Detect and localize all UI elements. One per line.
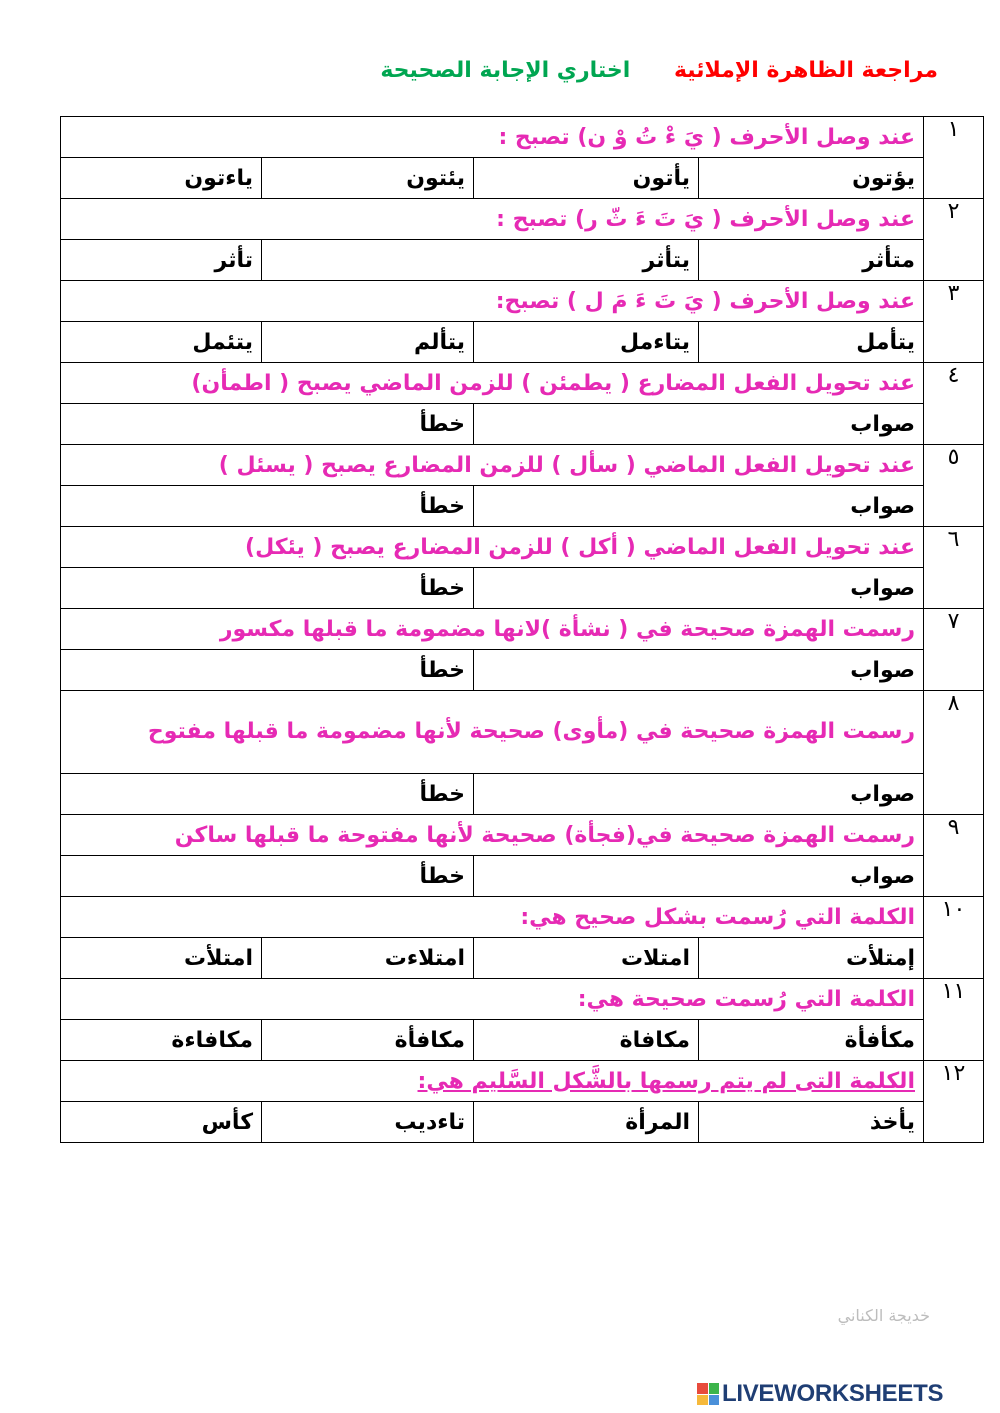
question-row [61, 609, 984, 650]
question-number: ٩ [924, 815, 984, 897]
question-row [61, 445, 984, 486]
answer-option[interactable]: تأثر [61, 240, 262, 281]
question-text [61, 1061, 924, 1102]
question-text: عند وصل الأحرف ( يَ ءْ تُ وْ ن) تصبح : [61, 117, 924, 158]
question-number: ٨ [924, 691, 984, 815]
options-row [61, 774, 984, 815]
answer-option[interactable]: كأس [61, 1102, 262, 1143]
answer-true[interactable]: صواب [474, 650, 924, 691]
question-number: ٣ [924, 281, 984, 363]
answer-option[interactable]: يتألم [262, 322, 474, 363]
answer-option[interactable]: امتلات [474, 938, 699, 979]
answer-option[interactable]: مكافأة [262, 1020, 474, 1061]
answer-true[interactable]: صواب [474, 774, 924, 815]
answer-option[interactable]: مكأفأة [699, 1020, 924, 1061]
worksheet-title: مراجعة الظاهرة الإملائية [673, 58, 938, 83]
question-number: ١٠ [924, 897, 984, 979]
question-number: ٦ [924, 527, 984, 609]
question-number: ٥ [924, 445, 984, 527]
question-text: الكلمة التي رُسمت بشكل صحيح هي: [61, 897, 924, 938]
logo-square [709, 1383, 720, 1394]
answer-false[interactable]: خطأ [61, 404, 474, 445]
question-row [61, 527, 984, 568]
question-number: ٧ [924, 609, 984, 691]
answer-true[interactable]: صواب [474, 404, 924, 445]
answer-option[interactable]: يأخذ [699, 1102, 924, 1143]
options-row [61, 486, 984, 527]
question-row [61, 979, 984, 1020]
question-text: الكلمة التي رُسمت صحيحة هي: [61, 979, 924, 1020]
answer-option[interactable]: يئتون [262, 158, 474, 199]
question-text: عند تحويل الفعل المضارع ( يطمئن ) للزمن الماضي يصبح ( اطمأن) [61, 363, 924, 404]
answer-option[interactable]: تاءديب [262, 1102, 474, 1143]
question-text: عند وصل الأحرف ( يَ تَ ءَ ثّ ر) تصبح : [61, 199, 924, 240]
options-row [61, 650, 984, 691]
answer-false[interactable]: خطأ [61, 774, 474, 815]
header [380, 58, 938, 83]
answer-false[interactable]: خطأ [61, 650, 474, 691]
question-number: ٢ [924, 199, 984, 281]
question-text: رسمت الهمزة صحيحة في ( نشأة )لانها مضمومة ما قبلها مكسور [61, 609, 924, 650]
question-row [61, 691, 984, 774]
answer-option[interactable]: إمتلأت [699, 938, 924, 979]
answer-option[interactable]: متأثر [699, 240, 924, 281]
answer-true[interactable]: صواب [474, 568, 924, 609]
liveworksheets-logo[interactable] [697, 1380, 943, 1408]
worksheet-instruction: اختاري الإجابة الصحيحة [380, 58, 631, 83]
answer-false[interactable]: خطأ [61, 486, 474, 527]
options-row [61, 1102, 984, 1143]
question-text: رسمت الهمزة صحيحة في(فجأة) صحيحة لأنها مفتوحة ما قبلها ساكن [61, 815, 924, 856]
answer-option[interactable]: مكافاة [474, 1020, 699, 1061]
answer-option[interactable]: يتئمل [61, 322, 262, 363]
question-row [61, 363, 984, 404]
answer-option[interactable]: يؤتون [699, 158, 924, 199]
question-row [61, 815, 984, 856]
question-row [61, 199, 984, 240]
answer-option[interactable]: مكافاءة [61, 1020, 262, 1061]
answer-option[interactable]: يتأمل [699, 322, 924, 363]
answer-option[interactable]: امتلأت [61, 938, 262, 979]
answer-option[interactable]: امتلاءت [262, 938, 474, 979]
question-text: عند تحويل الفعل الماضي ( سأل ) للزمن المضارع يصبح ( يسئل ) [61, 445, 924, 486]
options-row [61, 322, 984, 363]
question-text: عند وصل الأحرف ( يَ تَ ءَ مَ ل ) تصبح: [61, 281, 924, 322]
answer-option[interactable]: يأتون [474, 158, 699, 199]
question-number: ١ [924, 117, 984, 199]
answer-option[interactable]: يتاءمل [474, 322, 699, 363]
question-text: عند تحويل الفعل الماضي ( أكل ) للزمن المضارع يصبح ( يئكل) [61, 527, 924, 568]
options-row [61, 404, 984, 445]
logo-square [709, 1395, 720, 1406]
answer-option[interactable]: ياءتون [61, 158, 262, 199]
options-row [61, 240, 984, 281]
answer-true[interactable]: صواب [474, 856, 924, 897]
answer-false[interactable]: خطأ [61, 568, 474, 609]
options-row [61, 1020, 984, 1061]
question-row [61, 897, 984, 938]
logo-square [697, 1395, 708, 1406]
answer-false[interactable]: خطأ [61, 856, 474, 897]
logo-text: LIVEWORKSHEETS [722, 1380, 944, 1407]
logo-square [697, 1383, 708, 1394]
answer-true[interactable]: صواب [474, 486, 924, 527]
question-row [61, 117, 984, 158]
question-row [61, 281, 984, 322]
answer-option[interactable]: يتأثر [262, 240, 699, 281]
options-row [61, 938, 984, 979]
question-number: ١١ [924, 979, 984, 1061]
question-text-underlined: الكلمة التى لم يتم رسمها بالشَّكل السَّليم هي: [417, 1068, 915, 1094]
question-text: رسمت الهمزة صحيحة في (مأوى) صحيحة لأنها مضمومة ما قبلها مفتوح [61, 691, 924, 774]
options-row [61, 856, 984, 897]
author-signature: خديجة الكناني [837, 1306, 930, 1325]
question-row [61, 1061, 984, 1102]
options-row [61, 568, 984, 609]
question-number: ٤ [924, 363, 984, 445]
questions-table [60, 116, 984, 1143]
liveworksheets-logo-icon [697, 1383, 719, 1405]
options-row [61, 158, 984, 199]
answer-option[interactable]: المرأة [474, 1102, 699, 1143]
question-number: ١٢ [924, 1061, 984, 1143]
